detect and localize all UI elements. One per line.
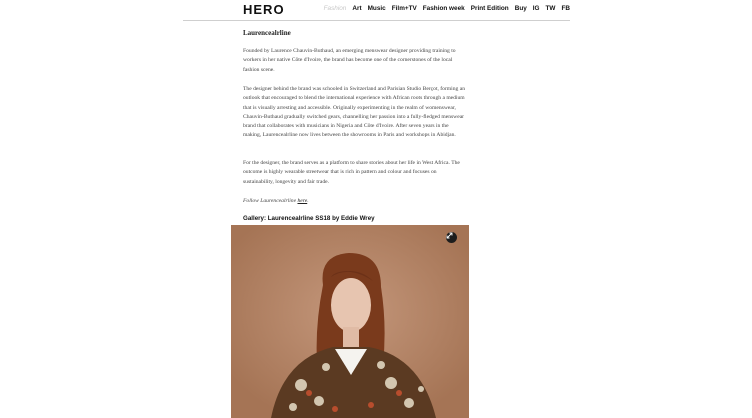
nav-item-fashion-week[interactable]: Fashion week	[422, 5, 465, 12]
nav-item-print-edition[interactable]: Print Edition	[470, 5, 509, 12]
follow-line	[243, 197, 309, 206]
follow-link[interactable]: here	[297, 198, 308, 204]
article-paragraph: Founded by Laurence Chauvin-Buthaud, an emerging menswear designer providing training to workers in her native Côte d'Ivoire, the brand has become one of the cornerstones of the local fashion scene.	[243, 48, 456, 73]
nav-item-buy[interactable]: Buy	[514, 5, 527, 12]
article	[243, 28, 468, 222]
expand-icon	[446, 232, 453, 239]
follow-prefix: Follow Laurencealrline	[243, 198, 298, 204]
follow-suffix: .	[307, 198, 309, 204]
nav-item-fashion[interactable]: Fashion	[323, 5, 347, 12]
model-neck	[343, 327, 359, 347]
nav-item-facebook[interactable]: FB	[561, 5, 570, 12]
nav-item-film-tv[interactable]: Film+TV	[391, 5, 417, 12]
article-paragraph: The designer behind the brand was schooled in Switzerland and Parisian Studio Berçot, forming an outlook that encouraged to blend the international experience with African roots through a medium that is visually arresting and accessible. Originally experimenting in the realm of womenswear, Chauvin-Buthaud gradually switched gears, channelling her passion into a fully-fledged menswear brand that collaborates with musicians in Nigeria and Côte d'Ivoire. After seven years in the making, Laurencealrline now lives between the showrooms in Paris and workshops in Abidjan.	[243, 86, 465, 139]
main-nav	[324, 5, 570, 12]
nav-item-twitter[interactable]: TW	[545, 5, 556, 12]
expand-button[interactable]	[446, 232, 457, 243]
nav-item-art[interactable]: Art	[352, 5, 362, 12]
site-header	[183, 0, 570, 21]
nav-item-instagram[interactable]: IG	[532, 5, 540, 12]
article-title: Laurencealrline	[243, 29, 291, 37]
gallery-image[interactable]	[231, 225, 469, 418]
site-logo[interactable]: HERO	[243, 2, 285, 17]
article-paragraph: For the designer, the brand serves as a platform to share stories about her life in West Africa. The outcome is highly wearable streetwear that is rich in pattern and colour and focuses on sustainability, longevity and fair trade.	[243, 160, 460, 185]
gallery-title: Gallery: Laurencealrline SS18 by Eddie Wrey	[243, 215, 375, 222]
nav-item-music[interactable]: Music	[367, 5, 386, 12]
model-face	[331, 278, 371, 332]
model-photo-illustration	[231, 225, 469, 418]
